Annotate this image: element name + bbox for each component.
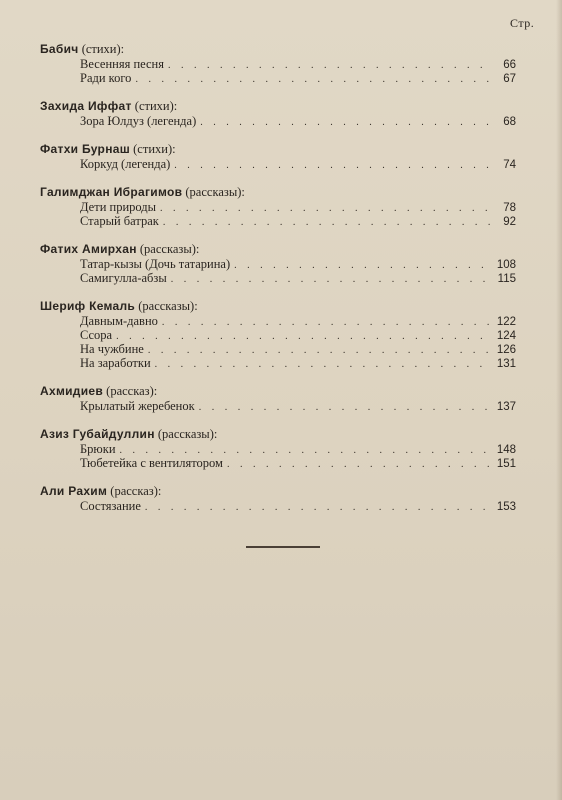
author-heading: [40, 299, 562, 314]
toc-entry[interactable]: [80, 442, 516, 456]
entry-title: Зора Юлдуз (легенда): [80, 114, 197, 128]
toc-entry[interactable]: [80, 314, 516, 328]
toc-entry[interactable]: [80, 200, 516, 214]
dot-leader: [171, 273, 490, 287]
author-heading: [40, 99, 562, 114]
author-name: Фатхи Бурнаш: [40, 142, 131, 156]
entry-page-number: 148: [496, 444, 516, 456]
end-rule-divider: [246, 546, 320, 548]
toc-entry[interactable]: [80, 456, 516, 470]
toc-entry[interactable]: [80, 328, 516, 342]
toc-entry[interactable]: [80, 499, 516, 513]
entry-title: Ради кого: [80, 71, 132, 85]
dot-leader: [227, 458, 490, 472]
author-name: Ахмидиев: [40, 384, 104, 398]
entry-title: На заработки: [80, 356, 151, 370]
author-heading: [40, 142, 562, 157]
toc-section: [0, 484, 562, 513]
genre-label: (рассказ):: [103, 384, 158, 398]
author-name: Бабич: [40, 42, 79, 56]
entry-page-number: 153: [496, 501, 516, 513]
author-heading: [40, 42, 562, 57]
entry-title: Старый батрак: [80, 214, 159, 228]
entry-title: Весенняя песня: [80, 57, 164, 71]
entry-title: Самигулла-абзы: [80, 271, 167, 285]
dot-leader: [155, 358, 490, 372]
author-heading: [40, 484, 562, 499]
entry-page-number: 68: [503, 116, 516, 128]
entry-page-number: 131: [496, 358, 516, 370]
genre-label: (рассказы):: [135, 299, 198, 313]
entry-title: Дети природы: [80, 200, 157, 214]
genre-label: (рассказ):: [107, 484, 162, 498]
entry-page-number: 151: [496, 458, 516, 470]
toc-entry[interactable]: [80, 257, 516, 271]
author-heading: [40, 427, 562, 442]
entry-page-number: 137: [496, 401, 516, 413]
entry-title: На чужбине: [80, 342, 144, 356]
entry-title: Ссора: [80, 328, 113, 342]
genre-label: (стихи):: [131, 99, 178, 113]
toc-section: [0, 242, 562, 285]
dot-leader: [200, 116, 490, 130]
dot-leader: [162, 316, 490, 330]
toc-section: [0, 42, 562, 85]
author-name: Захида Иффат: [40, 99, 132, 113]
toc-entry[interactable]: [80, 114, 516, 128]
author-name: Азиз Губайдуллин: [40, 427, 155, 441]
dot-leader: [135, 73, 490, 87]
toc-section: [0, 142, 562, 171]
author-name: Али Рахим: [40, 484, 108, 498]
toc-entry[interactable]: [80, 71, 516, 85]
entry-page-number: 124: [496, 330, 516, 342]
entry-page-number: 115: [497, 273, 516, 285]
entry-page-number: 122: [496, 316, 516, 328]
dot-leader: [174, 159, 490, 173]
dot-leader: [199, 401, 490, 415]
genre-label: (стихи):: [130, 142, 176, 156]
author-heading: [40, 384, 562, 399]
dot-leader: [148, 344, 490, 358]
entry-title: Брюки: [80, 442, 116, 456]
entry-page-number: 92: [503, 216, 516, 228]
author-name: Шериф Кемаль: [40, 299, 136, 313]
toc-section: [0, 384, 562, 413]
toc-entry[interactable]: [80, 399, 516, 413]
entry-title: Тюбетейка с вентилятором: [80, 456, 223, 470]
entry-page-number: 67: [503, 73, 516, 85]
dot-leader: [145, 501, 490, 515]
toc-section: [0, 299, 562, 370]
entry-page-number: 78: [503, 202, 516, 214]
table-of-contents: [0, 42, 562, 527]
genre-label: (рассказы):: [136, 242, 200, 256]
genre-label: (рассказы):: [154, 427, 218, 441]
dot-leader: [234, 259, 490, 273]
toc-section: [0, 99, 562, 128]
toc-section: [0, 185, 562, 228]
dot-leader: [116, 330, 490, 344]
toc-entry[interactable]: [80, 157, 516, 171]
author-heading: [40, 242, 562, 257]
genre-label: (стихи):: [78, 42, 125, 56]
dot-leader: [160, 202, 490, 216]
page-column-label: Стр.: [510, 16, 535, 30]
dot-leader: [163, 216, 490, 230]
entry-page-number: 126: [496, 344, 516, 356]
toc-entry[interactable]: [80, 271, 516, 285]
toc-section: [0, 427, 562, 470]
entry-title: Татар-кызы (Дочь татарина): [80, 257, 231, 271]
toc-entry[interactable]: [80, 342, 516, 356]
entry-title: Коркуд (легенда): [80, 157, 171, 171]
entry-title: Состязание: [80, 499, 141, 513]
author-name: Фатих Амирхан: [40, 242, 137, 256]
author-name: Галимджан Ибрагимов: [40, 185, 183, 199]
entry-page-number: 66: [503, 59, 516, 71]
entry-page-number: 108: [496, 259, 516, 271]
genre-label: (рассказы):: [182, 185, 245, 199]
toc-entry[interactable]: [80, 356, 516, 370]
dot-leader: [168, 59, 490, 73]
toc-entry[interactable]: [80, 57, 516, 71]
author-heading: [40, 185, 562, 200]
toc-entry[interactable]: [80, 214, 516, 228]
entry-page-number: 74: [503, 159, 516, 171]
entry-title: Давным-давно: [80, 314, 158, 328]
entry-title: Крылатый жеребенок: [80, 399, 195, 413]
